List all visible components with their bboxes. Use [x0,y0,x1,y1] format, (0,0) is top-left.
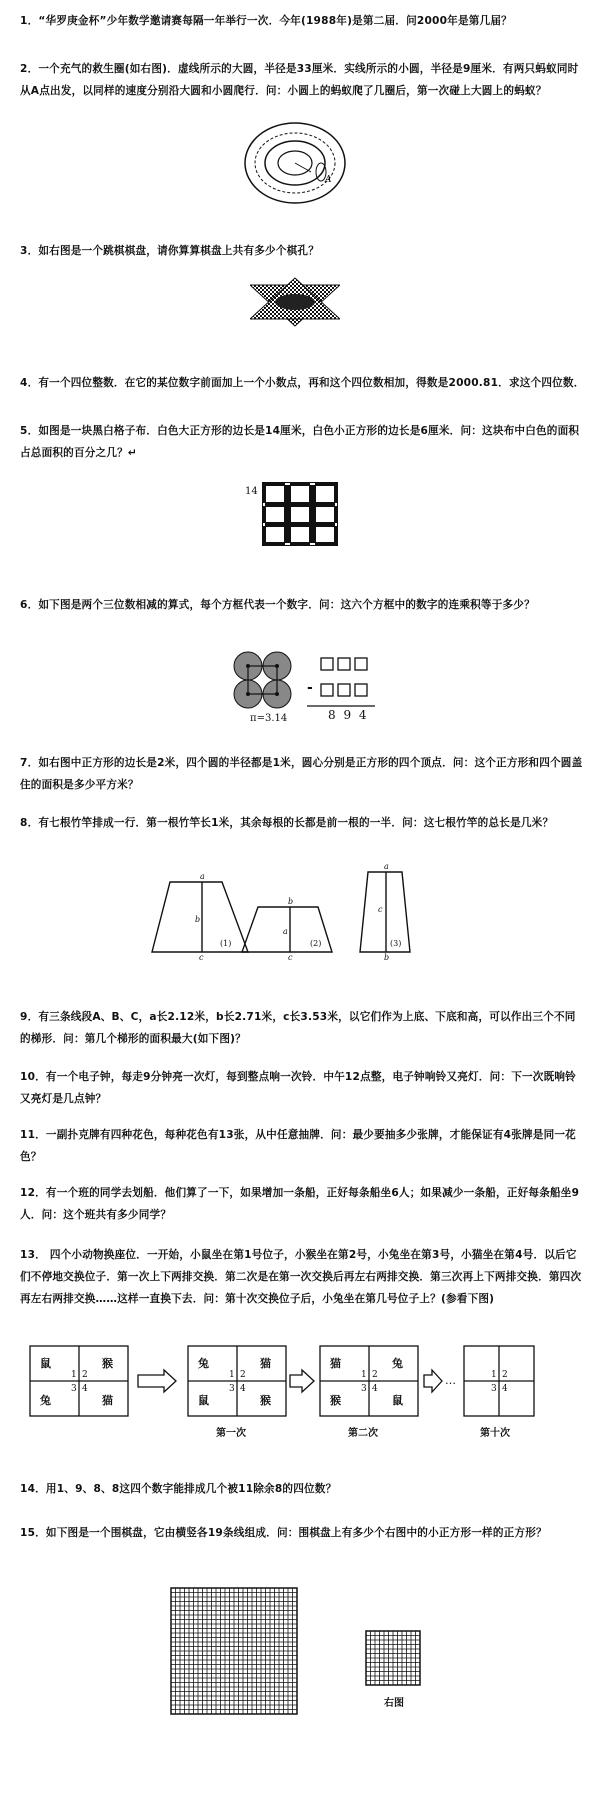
box1-n4: 4 [82,1384,88,1394]
go-board-figure [170,1587,300,1717]
question-2: 2．一个充气的救生圈(如右图)．虚线所示的大圆，半径是33厘米．实线所示的小圆，半径是9厘米．有两只蚂蚁同时从A点出发，以同样的速度分别沿大圆和小圆爬行．问：小圆上的蚂蚁爬了几圈后，第一次碰上大圆上的蚂蚁？ [20,63,579,97]
box2-n4: 4 [240,1384,246,1394]
caption-first: 第一次 [216,1428,246,1439]
box3-n3: 3 [361,1384,367,1394]
trap1-a: a [200,872,205,881]
box2-br: 猴 [260,1394,271,1407]
box4-n4: 4 [502,1384,508,1394]
four-circles-figure [232,651,294,709]
pi-label: π=3.14 [250,713,288,724]
small-board-figure [365,1630,421,1686]
seat-swap-figure [28,1344,538,1444]
box2-tl: 兔 [198,1357,209,1370]
trap2-c: c [288,953,293,962]
box2-tr: 猫 [260,1357,271,1370]
box4-n3: 3 [491,1384,497,1394]
box1-bl: 兔 [40,1394,51,1407]
box3-n4: 4 [372,1384,378,1394]
question-12: 12．有一个班的同学去划船．他们算了一下，如果增加一条船，正好每条船坐6人；如果减少一条船，正好每条船坐9人．问：这个班共有多少同学？ [20,1187,580,1221]
box1-n2: 2 [82,1370,88,1380]
small-board-caption: 右图 [384,1698,404,1709]
trap2-a: a [283,927,288,936]
question-11: 11．一副扑克牌有四种花色，每种花色有13张，从中任意抽牌．问：最少要抽多少张牌，才能保证有4张牌是同一花色？ [20,1129,576,1163]
point-a-label: A [325,175,332,185]
box2-bl: 鼠 [198,1394,209,1407]
caption-tenth: 第十次 [480,1428,510,1439]
box1-n1: 1 [71,1370,77,1380]
box3-n2: 2 [372,1370,378,1380]
question-1: 1．“华罗庚金杯”少年数学邀请赛每隔一年举行一次．今年(1988年)是第二届．问2000年是第几届？ [20,15,512,27]
question-15: 15．如下图是一个围棋盘，它由横竖各19条线组成．问：围棋盘上有多少个右图中的小正方形一样的正方形？ [20,1527,547,1539]
box3-bl: 猴 [330,1394,341,1407]
box2-n1: 1 [229,1370,235,1380]
box1-br: 猫 [102,1394,113,1407]
question-8: 8．有七根竹竿排成一行．第一根竹竿长1米，其余每根的长都是前一根的一半．问：这七根竹竿的总长是几米？ [20,817,554,829]
trap1-c: c [199,953,204,962]
box3-tr: 兔 [392,1357,403,1370]
box2-n3: 3 [229,1384,235,1394]
minus-sign: - [307,680,313,696]
trap3-label: (3) [390,939,402,948]
question-9: 9．有三条线段A、B、C，a长2.12米，b长2.71米，c长3.53米，以它们作为上底、下底和高，可以作出三个不同的梯形．问：第几个梯形的面积最大(如下图)？ [20,1011,576,1045]
question-3: 3．如右图是一个跳棋棋盘，请你算算棋盘上共有多少个棋孔？ [20,245,319,257]
box3-tl: 猫 [330,1357,341,1370]
box3-br: 鼠 [392,1394,403,1407]
trapezoids-figure [150,862,450,962]
subtraction-result: 8 9 4 [328,708,369,722]
trap2-label: (2) [310,939,322,948]
cloth-size-label: 14 [245,486,258,497]
lifebuoy-figure [243,120,348,206]
caption-second: 第二次 [348,1428,378,1439]
question-6: 6．如下图是两个三位数相减的算式，每个方框代表一个数字．问：这六个方框中的数字的连乘积等于多少？ [20,599,535,611]
box3-n1: 1 [361,1370,367,1380]
box4-n2: 2 [502,1370,508,1380]
box2-n2: 2 [240,1370,246,1380]
box1-n3: 3 [71,1384,77,1394]
question-7: 7．如右图中正方形的边长是2米，四个圆的半径都是1米，圆心分别是正方形的四个顶点．问：这个正方形和四个圆盖住的面积是多少平方米？ [20,757,583,791]
question-14: 14．用1、9、8、8这四个数字能排成几个被11除余8的四位数？ [20,1483,337,1495]
box4-n1: 1 [491,1370,497,1380]
trap1-b: b [195,915,201,924]
cloth-figure [262,482,338,546]
checker-board-figure [250,277,340,327]
question-5: 5．如图是一块黑白格子布．白色大正方形的边长是14厘米，白色小正方形的边长是6厘米．问：这块布中白色的面积占总面积的百分之几？↵ [20,425,580,459]
trap2-b: b [288,897,294,906]
trap3-a: a [384,862,389,871]
trap3-b: b [384,953,390,962]
trap1-label: (1) [220,939,232,948]
ellipsis: … [445,1374,456,1387]
box1-tr: 猴 [102,1357,113,1370]
box1-tl: 鼠 [40,1357,51,1370]
question-10: 10．有一个电子钟，每走9分钟亮一次灯，每到整点响一次铃．中午12点整，电子钟响铃又亮灯．问：下一次既响铃又亮灯是几点钟？ [20,1071,576,1105]
trap3-c: c [378,905,383,914]
question-13: 13． 四个小动物换座位．一开始，小鼠坐在第1号位子，小猴坐在第2号，小兔坐在第3号，小猫坐在第4号．以后它们不停地交换位子．第一次上下两排交换．第二次是在第一次交换后再左右两排交换．第三次再上下两排交换．第四次再左右两排交换……这样一直换下去．问：第十次交换位子后，小兔坐在第几号位子上？(参看下图) [20,1249,582,1305]
question-4: 4．有一个四位整数．在它的某位数字前面加上一个小数点，再和这个四位数相加，得数是2000.81．求这个四位数． [20,377,585,389]
